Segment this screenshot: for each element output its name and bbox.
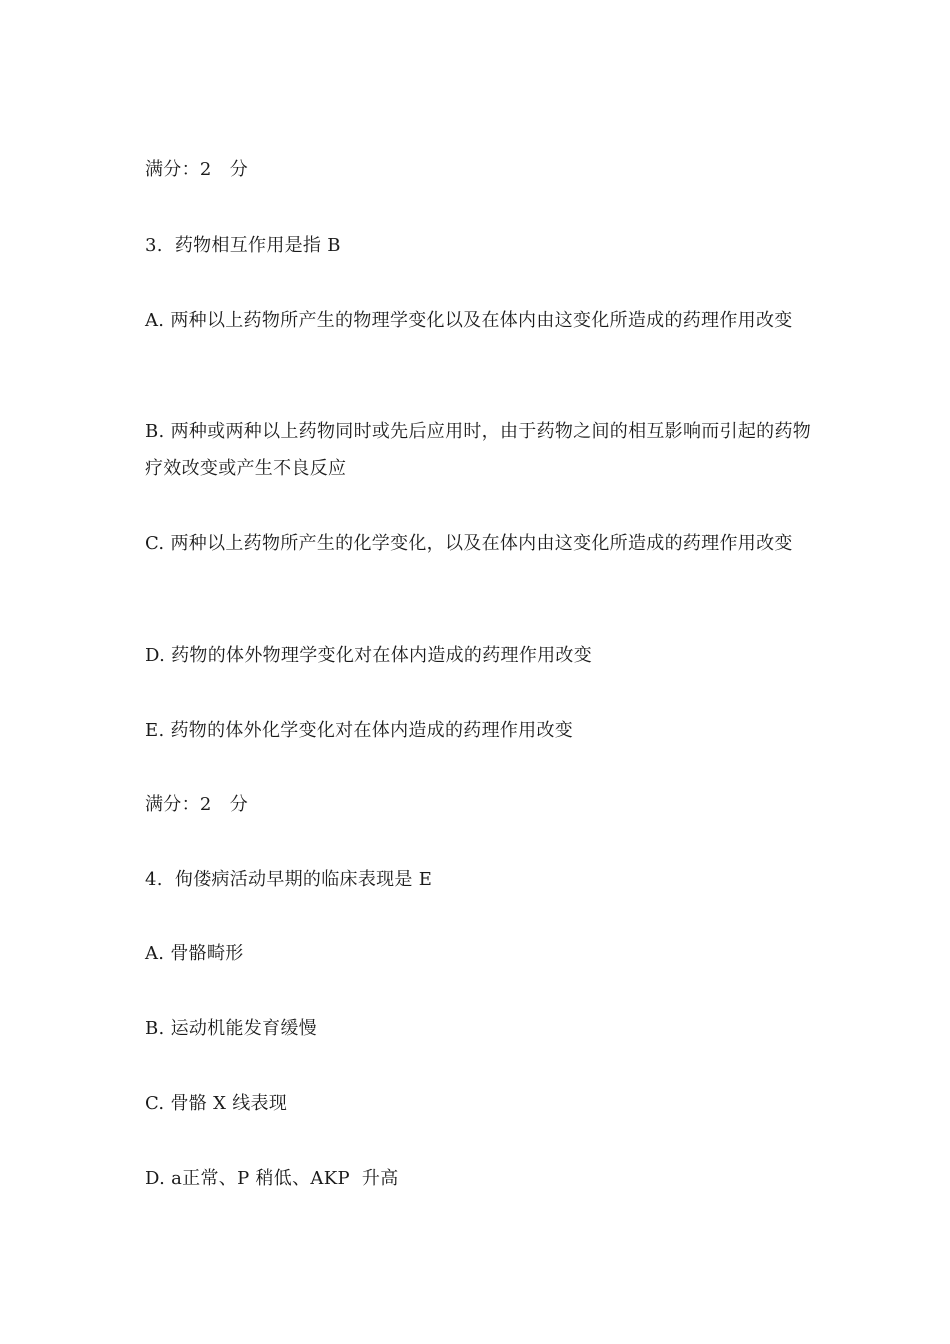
question-4-option-c: C. 骨骼 X 线表现: [145, 1093, 288, 1114]
question-4-option-a: A. 骨骼畸形: [145, 943, 244, 964]
question-4-option-d: D. a正常、P 稍低、AKP 升高: [145, 1168, 399, 1189]
question-3-stem: 3. 药物相互作用是指 B: [145, 235, 341, 256]
question-3-option-a: A. 两种以上药物所产生的物理学变化以及在体内由这变化所造成的药理作用改变: [145, 310, 793, 331]
question-3-option-b: B. 两种或两种以上药物同时或先后应用时，由于药物之间的相互影响而引起的药物疗效改变或产生不良反应: [145, 421, 812, 479]
question-3-option-d: D. 药物的体外物理学变化对在体内造成的药理作用改变: [145, 645, 593, 666]
question-3-option-c: C. 两种以上药物所产生的化学变化，以及在体内由这变化所造成的药理作用改变: [145, 533, 793, 554]
question-4-option-b: B. 运动机能发育缓慢: [145, 1018, 317, 1039]
score-line-2: 满分：2 分: [145, 794, 249, 815]
question-3-option-e: E. 药物的体外化学变化对在体内造成的药理作用改变: [145, 720, 574, 741]
score-line-1: 满分：2 分: [145, 159, 249, 180]
question-4-stem: 4. 佝偻病活动早期的临床表现是 E: [145, 869, 433, 890]
